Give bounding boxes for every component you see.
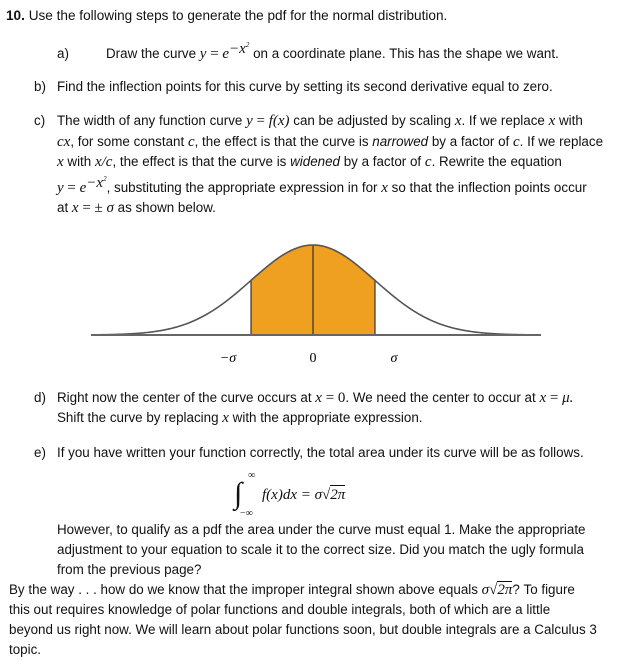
integral-lower: −∞ (240, 508, 253, 519)
axis-label-zero: 0 (309, 351, 317, 366)
step-c-line-5: at x = ± σ as shown below. (57, 200, 216, 216)
footer-line-1: By the way . . . how do we know that the improper integral shown above equals σ√2π? To figure (9, 582, 575, 598)
footer-line-3: beyond us right now. We will learn about polar functions soon, but double integrals are a Calculus 3 (9, 622, 597, 637)
axis-label-sigma: σ (390, 351, 398, 366)
step-c-line-1: The width of any function curve y = f(x) can be adjusted by scaling x. If we replace x with (57, 113, 583, 129)
bell-curve-figure (0, 235, 641, 370)
step-e-label: e) (34, 445, 46, 460)
step-a-text: Draw the curve $y = e^{-x^2}$ on a coordinate plane. This has the shape we want. (106, 40, 559, 62)
problem-number: 10. (6, 8, 25, 23)
footer-line-4: topic. (9, 642, 42, 657)
step-c-label: c) (34, 113, 46, 128)
step-e-line-1: If you have written your function correctly, the total area under its curve will be as follows. (57, 445, 584, 460)
step-c-line-4: $y = e^{-x^2}$, substituting the appropriate expression in for x so that the inflection points occur (57, 174, 587, 196)
problem-heading (6, 6, 447, 26)
step-e-para-2: adjustment to your equation to scale it to the correct size. Did you match the ugly formula (57, 542, 584, 557)
footer-line-2: this out requires knowledge of polar functions and double integrals, both of which are a little (9, 602, 551, 617)
step-c-line-3: x with x/c, the effect is that the curve is widened by a factor of c. Rewrite the equation (57, 154, 562, 170)
integral-body: f(x)dx = σ√2π (262, 487, 346, 503)
step-e-para-1: However, to qualify as a pdf the area under the curve must equal 1. Make the appropriate (57, 522, 586, 537)
integral-sign: ∫ (234, 477, 243, 510)
step-d-line-1: Right now the center of the curve occurs at x = 0. We need the center to occur at x = μ. (57, 390, 574, 406)
step-d-label: d) (34, 390, 46, 405)
axis-label-neg-sigma: −σ (219, 351, 237, 366)
step-c-line-2: cx, for some constant c, the effect is that the curve is narrowed by a factor of c. If we replace (57, 134, 604, 150)
step-a-label: a) (57, 46, 69, 61)
problem-title: Use the following steps to generate the pdf for the normal distribution. (28, 8, 448, 23)
step-b-text: Find the inflection points for this curve by setting its second derivative equal to zero. (57, 79, 553, 94)
step-b-label: b) (34, 79, 46, 94)
integral-equation (234, 472, 404, 522)
step-e-para-3: from the previous page? (57, 562, 202, 577)
step-d-line-2: Shift the curve by replacing x with the appropriate expression. (57, 410, 423, 426)
integral-upper: ∞ (248, 470, 256, 481)
